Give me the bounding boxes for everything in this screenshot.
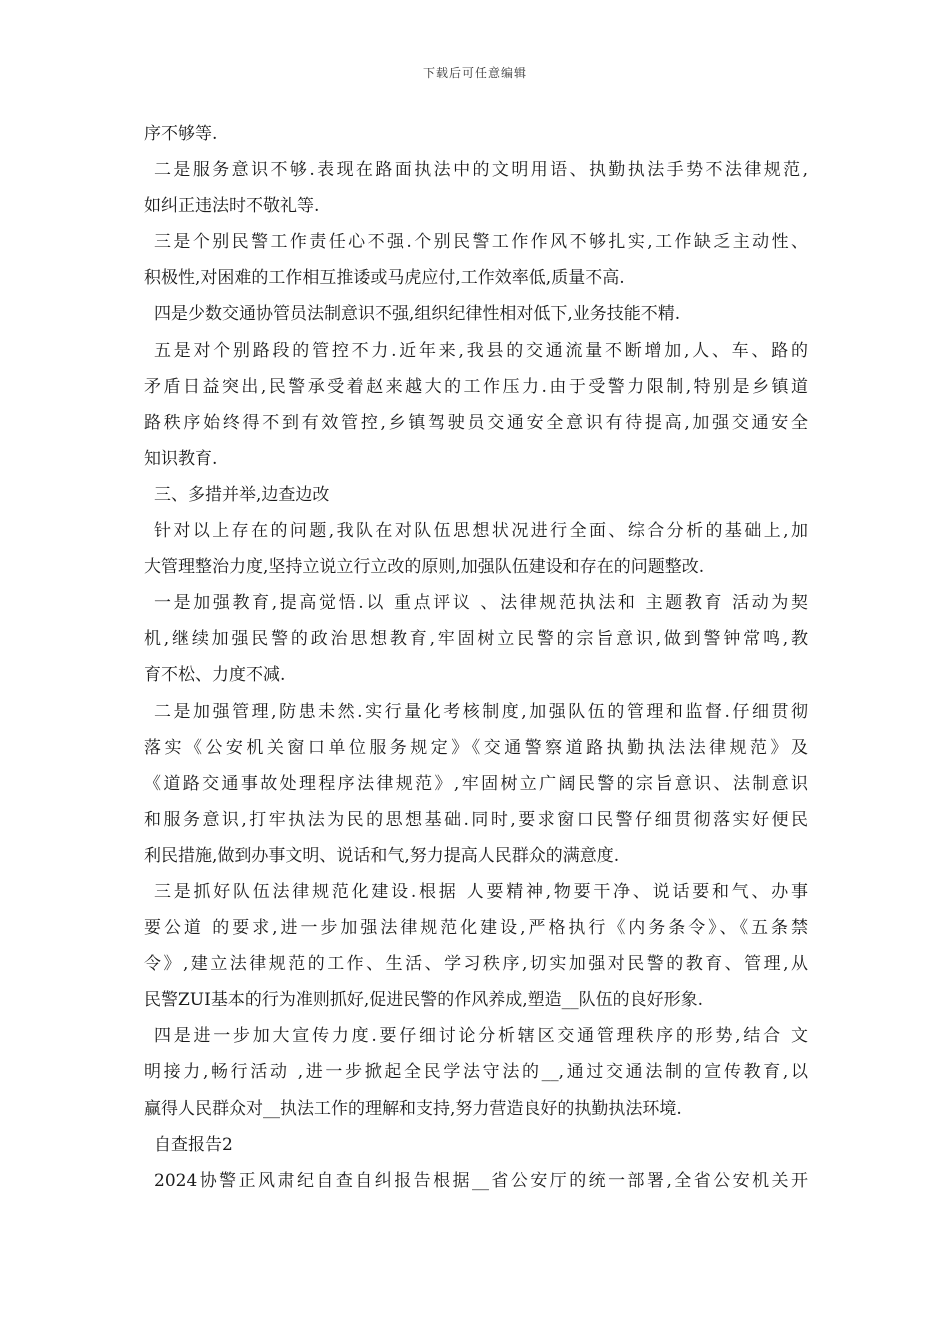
text-line: 矛盾日益突出,民警承受着赵来越大的工作压力.由于受警力限制,特别是乡镇道 bbox=[144, 376, 808, 397]
text-line: 大管理整治力度,坚持立说立行立改的原则,加强队伍建设和存在的问题整改. bbox=[144, 557, 705, 578]
text-line: 机,继续加强民警的政治思想教育,牢固树立民警的宗旨意识,做到警钟常鸣,教 bbox=[144, 629, 808, 650]
text-line: 积极性,对困难的工作相互推诿或马虎应付,工作效率低,质量不高. bbox=[144, 268, 625, 289]
text-line: 三是抓好队伍法律规范化建设.根据 人要精神,物要干净、说话要和气、办事 bbox=[154, 881, 808, 902]
text-line: 令》,建立法律规范的工作、生活、学习秩序,切实加强对民警的教育、管理,从 bbox=[144, 954, 808, 975]
text-line: 三是个别民警工作责任心不强.个别民警工作作风不够扎实,工作缺乏主动性、 bbox=[154, 232, 808, 253]
text-line: 四是少数交通协管员法制意识不强,组织纪律性相对低下,业务技能不精. bbox=[154, 304, 681, 325]
text-line: 利民措施,做到办事文明、说话和气,努力提高人民群众的满意度. bbox=[144, 845, 620, 866]
text-line: 知识教育. bbox=[144, 448, 218, 469]
text-line: 三、多措并举,边查边改 bbox=[154, 484, 330, 505]
text-line: 2024协警正风肃纪自查自纠报告根据__省公安厅的统一部署,全省公安机关开 bbox=[154, 1170, 808, 1191]
text-line: 和服务意识,打牢执法为民的思想基础.同时,要求窗口民警仔细贯彻落实好便民 bbox=[144, 809, 808, 830]
text-line: 如纠正违法时不敬礼等. bbox=[144, 196, 320, 217]
text-line: 一是加强教育,提高觉悟.以 重点评议 、法律规范执法和 主题教育 活动为契 bbox=[154, 593, 808, 614]
page-header: 下载后可任意编辑 bbox=[422, 66, 527, 80]
text-line: 序不够等. bbox=[144, 124, 218, 144]
text-line: 育不松、力度不减. bbox=[144, 665, 286, 686]
text-line: 二是服务意识不够.表现在路面执法中的文明用语、执勤执法手势不法律规范, bbox=[154, 160, 808, 181]
text-line: 五是对个别路段的管控不力.近年来,我县的交通流量不断增加,人、车、路的 bbox=[154, 340, 808, 361]
text-line: 《道路交通事故处理程序法律规范》,牢固树立广阔民警的宗旨意识、法制意识 bbox=[144, 773, 808, 794]
text-line: 要公道 的要求,进一步加强法律规范化建设,严格执行《内务条令》、《五条禁 bbox=[144, 918, 808, 939]
text-line: 自查报告2 bbox=[154, 1134, 233, 1155]
text-line: 路秩序始终得不到有效管控,乡镇驾驶员交通安全意识有待提高,加强交通安全 bbox=[144, 412, 808, 433]
text-line: 二是加强管理,防患未然.实行量化考核制度,加强队伍的管理和监督.仔细贯彻 bbox=[154, 701, 808, 722]
text-line: 民警ZUI基本的行为准则抓好,促进民警的作风养成,塑造__队伍的良好形象. bbox=[144, 990, 704, 1011]
text-line: 赢得人民群众对__执法工作的理解和支持,努力营造良好的执勤执法环境. bbox=[144, 1098, 682, 1119]
document-body bbox=[144, 116, 808, 1199]
text-line: 落实《公安机关窗口单位服务规定》《交通警察道路执勤执法法律规范》及 bbox=[144, 737, 808, 758]
text-line: 四是进一步加大宣传力度.要仔细讨论分析辖区交通管理秩序的形势,结合 文 bbox=[154, 1026, 808, 1047]
text-line: 明接力,畅行活动 ,进一步掀起全民学法守法的__,通过交通法制的宣传教育,以 bbox=[144, 1062, 808, 1083]
text-line: 针对以上存在的问题,我队在对队伍思想状况进行全面、综合分析的基础上,加 bbox=[154, 521, 808, 542]
